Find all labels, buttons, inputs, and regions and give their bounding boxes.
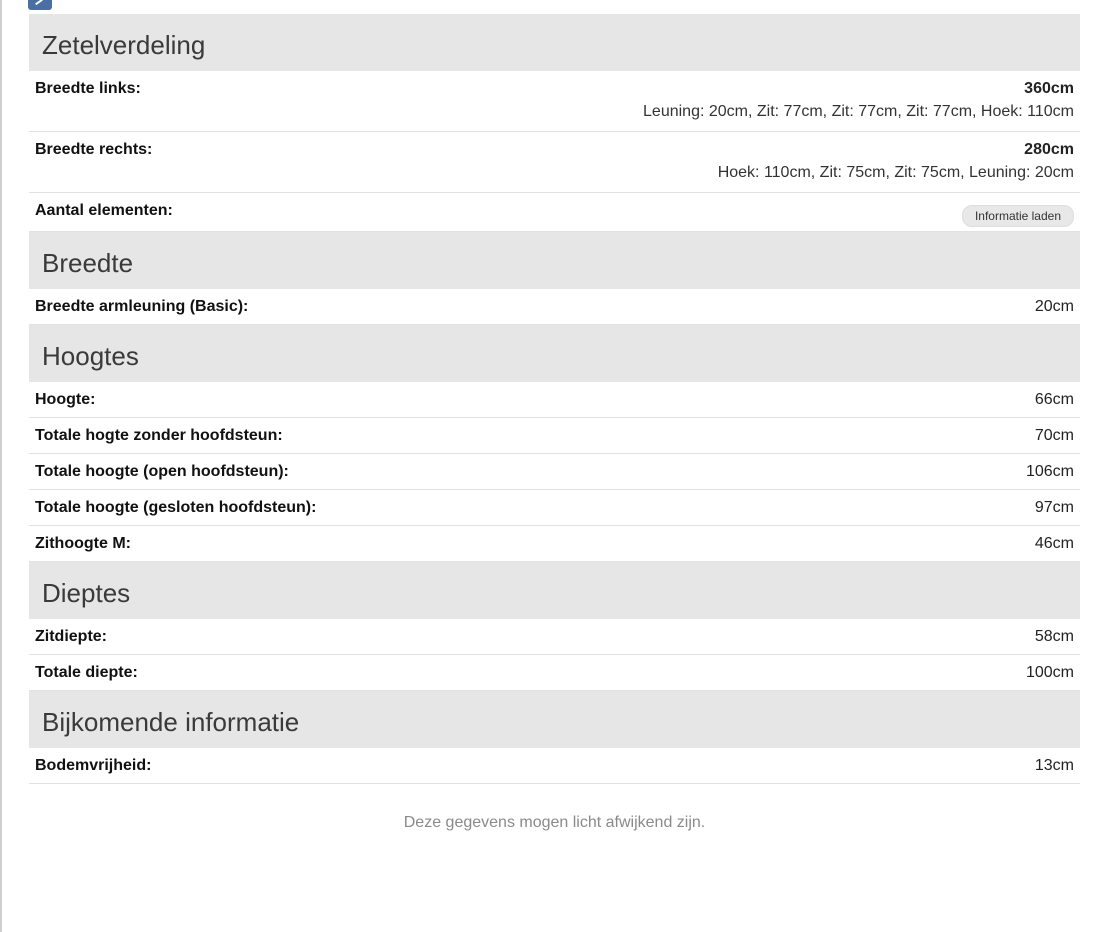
spec-value-breakdown: Hoek: 110cm, Zit: 75cm, Zit: 75cm, Leuning: 20cm: [717, 164, 1074, 181]
disclaimer-footnote: Deze gegevens mogen licht afwijkend zijn.: [403, 814, 706, 831]
spec-value: 46cm: [1034, 534, 1074, 552]
spec-row-breedte-links: [29, 71, 1080, 132]
spec-row-zithoogte: [29, 526, 1080, 562]
spec-label: Totale hoogte (open hoofdsteun):: [35, 462, 289, 480]
page-edge: [0, 0, 2, 932]
spec-value: 20cm: [1034, 297, 1074, 315]
section-header-bijkomende-informatie: Bijkomende informatie: [29, 691, 1080, 748]
spec-value: [718, 141, 1074, 182]
spec-row-bodemvrijheid: [29, 748, 1080, 784]
spec-row-breedte-armleuning: [29, 289, 1080, 325]
section-header-dieptes: Dieptes: [29, 562, 1080, 619]
spec-label: Zithoogte M:: [35, 534, 131, 552]
spec-value: 97cm: [1034, 498, 1074, 516]
section-header-hoogtes: Hoogtes: [29, 325, 1080, 382]
spec-value-main: 280cm: [1024, 141, 1074, 158]
spec-value: 70cm: [1034, 426, 1074, 444]
spec-value: 66cm: [1034, 390, 1074, 408]
spec-row-totale-hogte-zonder-hoofdsteun: [29, 418, 1080, 454]
spec-value: 106cm: [1025, 462, 1074, 480]
load-info-button[interactable]: Informatie laden: [962, 205, 1074, 227]
spec-label: Hoogte:: [35, 390, 96, 408]
spec-value: 100cm: [1025, 663, 1074, 681]
section-header-breedte: Breedte: [29, 232, 1080, 289]
spec-label: Breedte links:: [35, 80, 141, 97]
spec-row-totale-hoogte-gesloten: [29, 490, 1080, 526]
spec-label: Aantal elementen:: [35, 202, 173, 219]
spec-label: Breedte rechts:: [35, 141, 153, 158]
spec-row-aantal-elementen: [29, 193, 1080, 232]
spec-value-breakdown: Leuning: 20cm, Zit: 77cm, Zit: 77cm, Zit: 77cm, Hoek: 110cm: [643, 103, 1074, 120]
spec-row-hoogte: [29, 382, 1080, 418]
spec-value: 58cm: [1034, 627, 1074, 645]
spec-row-totale-hoogte-open: [29, 454, 1080, 490]
spec-row-totale-diepte: [29, 655, 1080, 691]
spec-row-zitdiepte: [29, 619, 1080, 655]
spec-label: Breedte armleuning (Basic):: [35, 297, 249, 315]
specs-table: [29, 14, 1080, 832]
section-header-zetelverdeling: Zetelverdeling: [29, 14, 1080, 71]
spec-value-main: 360cm: [1024, 80, 1074, 97]
spec-label: Totale hoogte (gesloten hoofdsteun):: [35, 498, 317, 516]
spec-label: Zitdiepte:: [35, 627, 107, 645]
spec-label: Totale hogte zonder hoofdsteun:: [35, 426, 283, 444]
spec-label: Bodemvrijheid:: [35, 756, 152, 774]
spec-label: Totale diepte:: [35, 663, 138, 681]
edit-icon[interactable]: [28, 0, 52, 10]
spec-row-breedte-rechts: [29, 132, 1080, 193]
spec-value: 13cm: [1034, 756, 1074, 774]
spec-value: [643, 80, 1074, 121]
